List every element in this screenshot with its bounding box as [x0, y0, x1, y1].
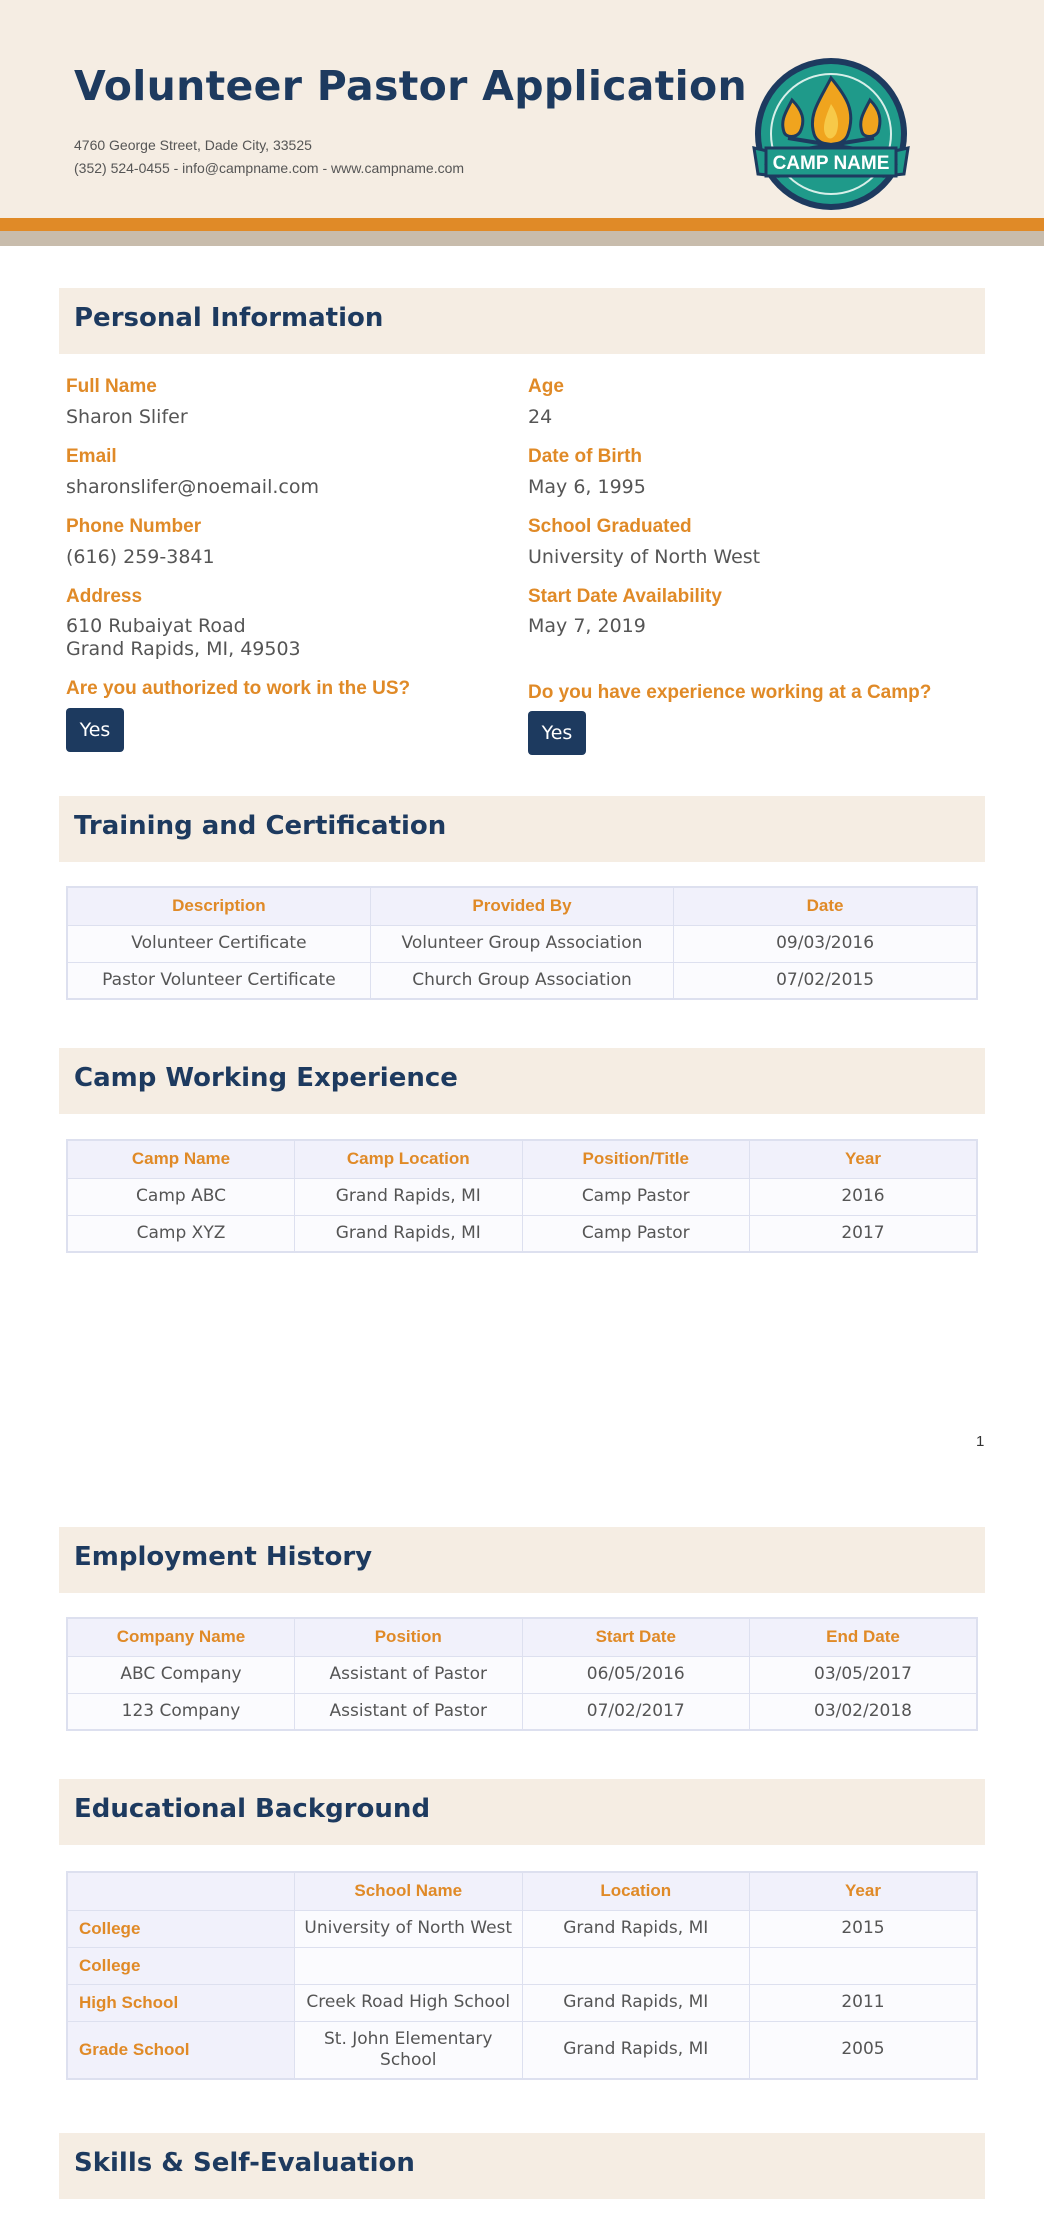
- table-cell: [295, 1947, 523, 1984]
- table-cell: 123 Company: [67, 1693, 295, 1730]
- column-header: Location: [522, 1872, 750, 1910]
- table-cell: 09/03/2016: [674, 925, 977, 962]
- camp-experience-table: [66, 1139, 978, 1253]
- address-line2: Grand Rapids, MI, 49503: [66, 638, 301, 660]
- column-header: Start Date: [522, 1618, 750, 1656]
- table-header-row: [67, 1872, 977, 1910]
- section-title-camp: Camp Working Experience: [74, 1063, 458, 1093]
- column-header: Date: [674, 887, 977, 925]
- section-title-training: Training and Certification: [74, 811, 447, 841]
- camp-experience-answer: Yes: [528, 711, 586, 755]
- table-row: [67, 962, 977, 999]
- email-value: sharonslifer@noemail.com: [66, 476, 319, 498]
- table-cell: 2011: [750, 1984, 978, 2021]
- table-row: [67, 1178, 977, 1215]
- table-cell: 2017: [750, 1215, 978, 1252]
- phone-value: (616) 259-3841: [66, 546, 215, 568]
- table-cell: 03/02/2018: [750, 1693, 978, 1730]
- logo-text: CAMP NAME: [772, 153, 890, 174]
- table-cell: Grand Rapids, MI: [295, 1178, 523, 1215]
- address-line1: 610 Rubaiyat Road: [66, 615, 246, 637]
- row-label: High School: [67, 1984, 295, 2021]
- page-header: [0, 0, 1044, 218]
- column-header: Position/Title: [522, 1140, 750, 1178]
- school-label: School Graduated: [528, 516, 692, 537]
- column-header: Description: [67, 887, 370, 925]
- row-label: College: [67, 1910, 295, 1947]
- education-table: [66, 1871, 978, 2080]
- table-cell: 07/02/2017: [522, 1693, 750, 1730]
- start-date-value: May 7, 2019: [528, 615, 646, 637]
- employment-table: [66, 1617, 978, 1731]
- table-cell: Volunteer Group Association: [370, 925, 673, 962]
- address-label: Address: [66, 586, 143, 607]
- table-row: [67, 1215, 977, 1252]
- row-label: College: [67, 1947, 295, 1984]
- table-cell: Grand Rapids, MI: [522, 2021, 750, 2079]
- column-header: End Date: [750, 1618, 978, 1656]
- table-cell: 07/02/2015: [674, 962, 977, 999]
- table-cell: Camp Pastor: [522, 1215, 750, 1252]
- column-header: Company Name: [67, 1618, 295, 1656]
- age-label: Age: [528, 376, 564, 397]
- table-row: [67, 1656, 977, 1693]
- row-label: Grade School: [67, 2021, 295, 2079]
- table-row: [67, 1693, 977, 1730]
- table-cell: Volunteer Certificate: [67, 925, 370, 962]
- age-value: 24: [528, 406, 553, 428]
- start-date-label: Start Date Availability: [528, 586, 722, 607]
- table-cell: Assistant of Pastor: [295, 1693, 523, 1730]
- column-header: Year: [750, 1140, 978, 1178]
- dob-label: Date of Birth: [528, 446, 642, 467]
- column-header: [67, 1872, 295, 1910]
- table-row: [67, 1984, 977, 2021]
- dob-value: May 6, 1995: [528, 476, 646, 498]
- table-row: [67, 925, 977, 962]
- column-header: Camp Location: [295, 1140, 523, 1178]
- school-value: University of North West: [528, 546, 761, 568]
- table-row: [67, 1947, 977, 1984]
- column-header: School Name: [295, 1872, 523, 1910]
- section-title-skills: Skills & Self-Evaluation: [74, 2148, 415, 2178]
- table-cell: Grand Rapids, MI: [522, 1984, 750, 2021]
- full-name-label: Full Name: [66, 376, 157, 397]
- table-cell: [522, 1947, 750, 1984]
- section-title-employment: Employment History: [74, 1542, 373, 1572]
- camp-experience-label: Do you have experience working at a Camp?: [528, 682, 932, 703]
- header-divider-orange: [0, 218, 1044, 231]
- table-cell: 06/05/2016: [522, 1656, 750, 1693]
- header-divider-gray: [0, 231, 1044, 246]
- section-title-personal: Personal Information: [74, 303, 384, 333]
- table-header-row: [67, 1618, 977, 1656]
- table-cell: 2005: [750, 2021, 978, 2079]
- table-cell: St. John Elementary School: [295, 2021, 523, 2079]
- training-table: [66, 886, 978, 1000]
- table-header-row: [67, 1140, 977, 1178]
- email-label: Email: [66, 446, 117, 467]
- phone-label: Phone Number: [66, 516, 202, 537]
- work-authorization-answer: Yes: [66, 708, 124, 752]
- camp-logo: [748, 56, 914, 216]
- table-cell: Assistant of Pastor: [295, 1656, 523, 1693]
- section-title-education: Educational Background: [74, 1794, 431, 1824]
- column-header: Position: [295, 1618, 523, 1656]
- column-header: Camp Name: [67, 1140, 295, 1178]
- table-cell: Camp Pastor: [522, 1178, 750, 1215]
- table-row: [67, 2021, 977, 2079]
- table-cell: Grand Rapids, MI: [522, 1910, 750, 1947]
- table-cell: Grand Rapids, MI: [295, 1215, 523, 1252]
- table-cell: Church Group Association: [370, 962, 673, 999]
- table-cell: 2016: [750, 1178, 978, 1215]
- work-authorization-label: Are you authorized to work in the US?: [66, 678, 411, 699]
- table-header-row: [67, 887, 977, 925]
- table-cell: Camp ABC: [67, 1178, 295, 1215]
- organization-address: 4760 George Street, Dade City, 33525: [74, 137, 312, 153]
- full-name-value: Sharon Slifer: [66, 406, 188, 428]
- table-cell: University of North West: [295, 1910, 523, 1947]
- table-cell: 03/05/2017: [750, 1656, 978, 1693]
- page-title: Volunteer Pastor Application: [74, 62, 747, 110]
- table-row: [67, 1910, 977, 1947]
- table-cell: Creek Road High School: [295, 1984, 523, 2021]
- table-cell: Pastor Volunteer Certificate: [67, 962, 370, 999]
- table-cell: [750, 1947, 978, 1984]
- table-cell: Camp XYZ: [67, 1215, 295, 1252]
- organization-contact: (352) 524-0455 - info@campname.com - www.campname.com: [74, 160, 465, 176]
- table-cell: 2015: [750, 1910, 978, 1947]
- column-header: Provided By: [370, 887, 673, 925]
- page-number: 1: [976, 1433, 985, 1450]
- table-cell: ABC Company: [67, 1656, 295, 1693]
- column-header: Year: [750, 1872, 978, 1910]
